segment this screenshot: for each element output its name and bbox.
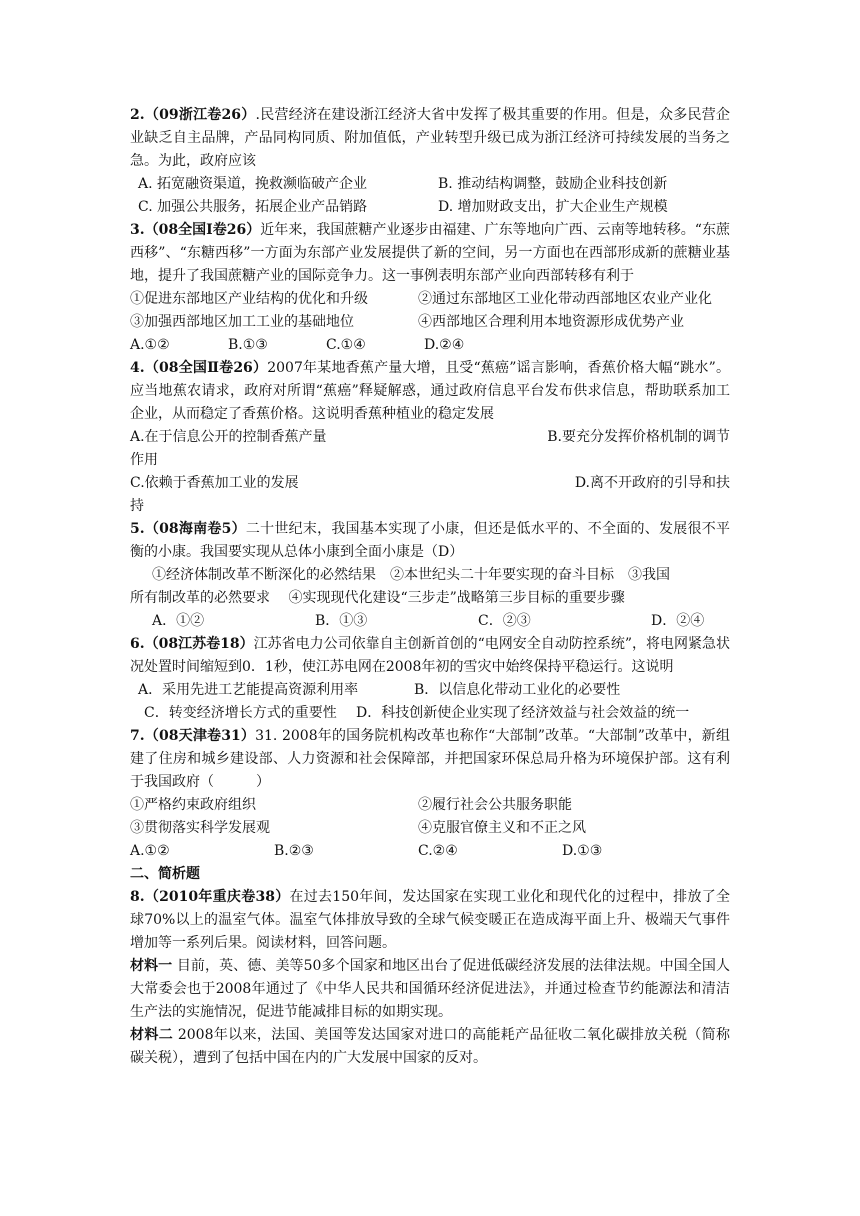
option-a: A．①② xyxy=(152,613,205,629)
option-a: A.①② xyxy=(130,843,170,859)
options-row xyxy=(130,472,730,495)
option-b: B.①③ xyxy=(228,337,268,353)
option-a: A.①② xyxy=(130,337,170,353)
question-text: 江苏省电力公司依靠自主创新首创的“电网安全自动防控系统”，将电网紧急状况处置时间缩短到0．1秒，使江苏电网在2008年初的雪灾中始终保持平稳运行。这说明 xyxy=(130,636,730,675)
option-b-continued: 作用 xyxy=(130,452,158,468)
option-d: D.离不开政府的引导和扶 xyxy=(574,475,730,491)
material-tag: 材料二 xyxy=(130,1027,174,1043)
option-c: C．转变经济增长方式的重要性 xyxy=(144,705,337,721)
question-7 xyxy=(130,725,730,794)
section-heading: 二、简析题 xyxy=(130,866,200,882)
item-1: ①严格约束政府组织 xyxy=(130,797,256,813)
question-text: 二十世纪末，我国基本实现了小康，但还是低水平的、不全面的、发展很不平衡的小康。我国要实现从总体小康到全面小康是（D） xyxy=(130,521,731,560)
material-text: 目前，英、德、美等50多个国家和地区出台了促进低碳经济发展的法律法规。中国全国人大常委会也于2008年通过了《中华人民共和国循环经济促进法》，并通过检查节约能源法和清洁生产法的实施情况，促进节能减排目标的如期实现。 xyxy=(130,958,731,1020)
question-5 xyxy=(130,518,730,564)
question-2 xyxy=(130,104,730,173)
question-text: 31. 2008年的国务院机构改革也称作“大部制”改革。“大部制”改革中，新组建了住房和城乡建设部、人力资源和社会保障部，并把国家环保总局升格为环境保护部。这有利于我国政府（ ） xyxy=(130,728,730,790)
option-d: D.②④ xyxy=(424,337,465,353)
item-4: ④西部地区合理利用本地资源形成优势产业 xyxy=(418,314,684,330)
option-c: C.②④ xyxy=(418,843,458,859)
option-b: B. 推动结构调整，鼓励企业科技创新 xyxy=(438,176,668,192)
option-c: C.依赖于香蕉加工业的发展 xyxy=(130,475,299,491)
option-d: D．科技创新使企业实现了经济效益与社会效益的统一 xyxy=(356,705,690,721)
option-c: C.①④ xyxy=(326,337,366,353)
item-1: ①促进东部地区产业结构的优化和升级 xyxy=(130,291,368,307)
question-3 xyxy=(130,219,730,288)
item-2: ②通过东部地区工业化带动西部地区农业产业化 xyxy=(418,291,712,307)
option-b: B.②③ xyxy=(274,843,314,859)
item-4: ④克服官僚主义和不正之风 xyxy=(418,820,586,836)
items-line-2: 所有制改革的必然要求 ④实现现代化建设“三步走”战略第三步目标的重要步骤 xyxy=(130,590,625,606)
option-a: A.在于信息公开的控制香蕉产量 xyxy=(130,429,327,445)
items-row xyxy=(130,817,730,840)
options-row xyxy=(130,679,730,702)
question-tag: 7.（08天津卷31） xyxy=(130,728,256,744)
question-text: 在过去150年间，发达国家在实现工业化和现代化的过程中，排放了全球70%以上的温室气体。温室气体排放导致的全球气候变暖正在造成海平面上升、极端天气事件增加等一系列后果。阅读材料，回答问题。 xyxy=(130,889,730,951)
question-text: 2007年某地香蕉产量大增，且受“蕉癌”谣言影响，香蕉价格大幅“跳水”。应当地蕉农请求，政府对所谓“蕉癌”释疑解惑，通过政府信息平台发布供求信息，帮助联系加工企业，从而稳定了香蕉价格。这说明香蕉种植业的稳定发展 xyxy=(130,360,730,422)
document-page xyxy=(130,104,730,1070)
question-tag: 5.（08海南卷5） xyxy=(130,521,246,537)
options-row xyxy=(130,610,730,633)
option-b: B．①③ xyxy=(315,613,368,629)
option-d: D．②④ xyxy=(651,613,705,629)
item-3: ③加强西部地区加工工业的基础地位 xyxy=(130,314,354,330)
question-6 xyxy=(130,633,730,679)
option-a: A．采用先进工艺能提高资源利用率 xyxy=(138,682,359,698)
material-tag: 材料一 xyxy=(130,958,173,974)
items-row xyxy=(130,288,730,311)
options-row xyxy=(130,840,730,863)
material-text: 2008年以来，法国、美国等发达国家对进口的高能耗产品征收二氧化碳排放关税（简称碳关税），遭到了包括中国在内的广大发展中国家的反对。 xyxy=(130,1027,731,1066)
option-d: D. 增加财政支出，扩大企业生产规模 xyxy=(438,199,668,215)
option-d-continued: 持 xyxy=(130,498,144,514)
option-d: D.①③ xyxy=(562,843,603,859)
question-tag: 2.（09浙江卷26） xyxy=(130,107,256,123)
options-row xyxy=(130,196,730,219)
question-8 xyxy=(130,886,730,955)
option-c: C. 加强公共服务，拓展企业产品销路 xyxy=(138,199,368,215)
items-row xyxy=(130,311,730,334)
option-c: C．②③ xyxy=(478,613,531,629)
question-tag: 6.（08江苏卷18） xyxy=(130,636,254,652)
item-3: ③贯彻落实科学发展观 xyxy=(130,820,270,836)
options-row xyxy=(130,173,730,196)
material-1 xyxy=(130,955,730,1024)
question-tag: 8.（2010年重庆卷38） xyxy=(130,889,290,905)
question-tag: 3.（08全国Ⅰ卷26） xyxy=(130,222,261,238)
option-b: B.要充分发挥价格机制的调节 xyxy=(547,429,730,445)
options-row xyxy=(130,426,730,449)
material-2 xyxy=(130,1024,730,1070)
options-row xyxy=(130,702,730,725)
question-text: 近年来，我国蔗糖产业逐步由福建、广东等地向广西、云南等地转移。“东蔗西移”、“东糖西移”一方面为东部产业发展提供了新的空间，另一方面也在西部形成新的蔗糖业基地，提升了我国蔗糖产业的国际竞争力。这一事例表明东部产业向西部转移有利于 xyxy=(130,222,730,284)
question-tag: 4.（08全国Ⅱ卷26） xyxy=(130,360,268,376)
question-text: .民营经济在建设浙江经济大省中发挥了极其重要的作用。但是，众多民营企业缺乏自主品牌，产品同构同质、附加值低，产业转型升级已成为浙江经济可持续发展的当务之急。为此，政府应该 xyxy=(130,107,730,169)
question-4 xyxy=(130,357,730,426)
item-2: ②履行社会公共服务职能 xyxy=(418,797,572,813)
items-row xyxy=(130,794,730,817)
options-row xyxy=(130,334,730,357)
items-line-1: ①经济体制改革不断深化的必然结果 ②本世纪头二十年要实现的奋斗目标 ③我国 xyxy=(152,567,670,583)
option-b: B．以信息化带动工业化的必要性 xyxy=(414,682,621,698)
option-a: A. 拓宽融资渠道，挽救濒临破产企业 xyxy=(138,176,368,192)
